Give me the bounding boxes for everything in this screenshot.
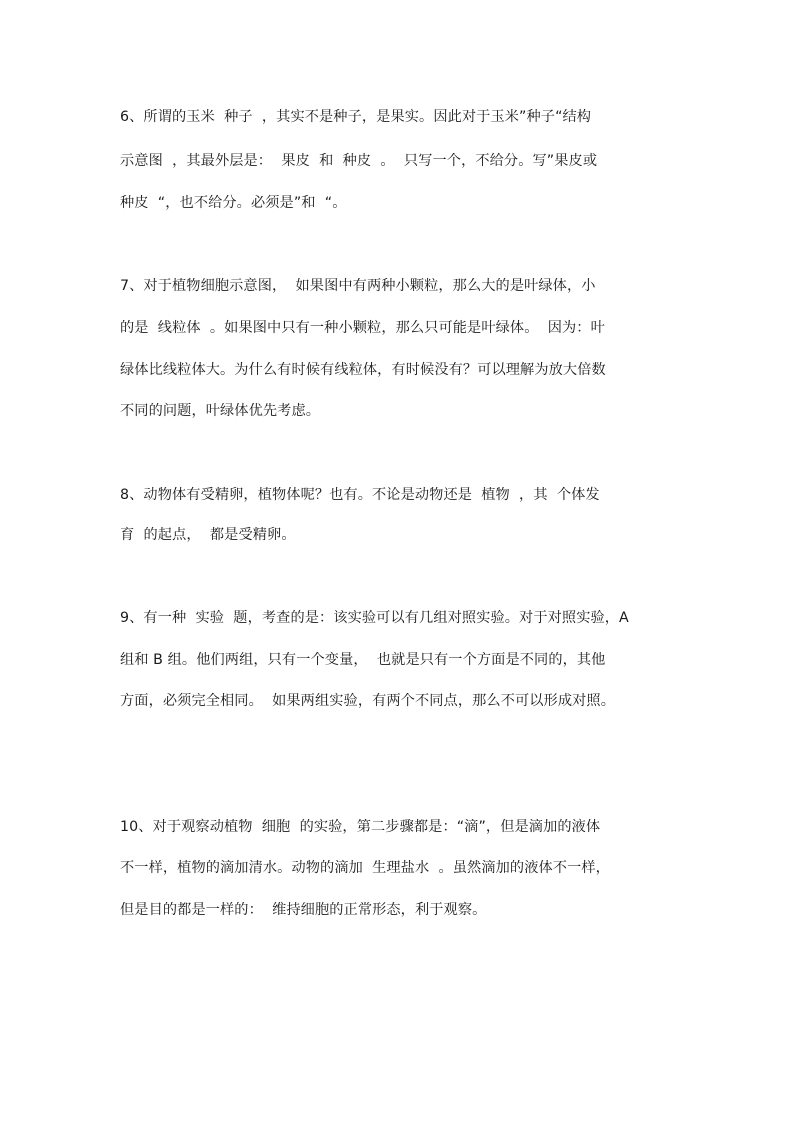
paragraph-10-line-1: 10、对于观察动植物 细胞 的实验，第二步骤都是：“滴”，但是滴加的液体 <box>120 819 601 835</box>
paragraph-6-line-3: 种皮 “，也不给分。必须是”和 “。 <box>120 195 347 211</box>
paragraph-9-line-3: 方面，必须完全相同。 如果两组实验，有两个不同点，那么不可以形成对照。 <box>120 693 615 709</box>
paragraph-8-line-2: 育 的起点， 都是受精卵。 <box>120 527 296 543</box>
paragraph-6-line-1: 6、所谓的玉米 种子 ，其实不是种子，是果实。因此对于玉米”种子“结构 <box>120 109 592 125</box>
paragraph-7-line-3: 绿体比线粒体大。为什么有时候有线粒体，有时候没有？可以理解为放大倍数 <box>120 362 606 378</box>
paragraph-9-line-2: 组和 B 组。他们两组，只有一个变量， 也就是只有一个方面是不同的，其他 <box>120 652 606 668</box>
paragraph-10-line-2: 不一样，植物的滴加清水。动物的滴加 生理盐水 。虽然滴加的液体不一样， <box>120 860 610 876</box>
paragraph-9-line-1: 9、有一种 实验 题，考查的是：该实验可以有几组对照实验。对于对照实验，A <box>120 610 629 626</box>
paragraph-7-line-1: 7、对于植物细胞示意图， 如果图中有两种小颗粒，那么大的是叶绿体，小 <box>120 278 596 294</box>
paragraph-10-line-3: 但是目的都是一样的： 维持细胞的正常形态，利于观察。 <box>120 902 487 918</box>
paragraph-7-line-2: 的是 线粒体 。如果图中只有一种小颗粒，那么只可能是叶绿体。 因为：叶 <box>120 320 605 336</box>
paragraph-8-line-1: 8、动物体有受精卵，植物体呢？也有。不论是动物还是 植物 ，其 个体发 <box>120 487 600 503</box>
paragraph-6-line-2: 示意图 ，其最外层是： 果皮 和 种皮 。 只写一个，不给分。写”果皮或 <box>120 153 598 169</box>
paragraph-7-line-4: 不同的问题，叶绿体优先考虑。 <box>120 403 321 419</box>
